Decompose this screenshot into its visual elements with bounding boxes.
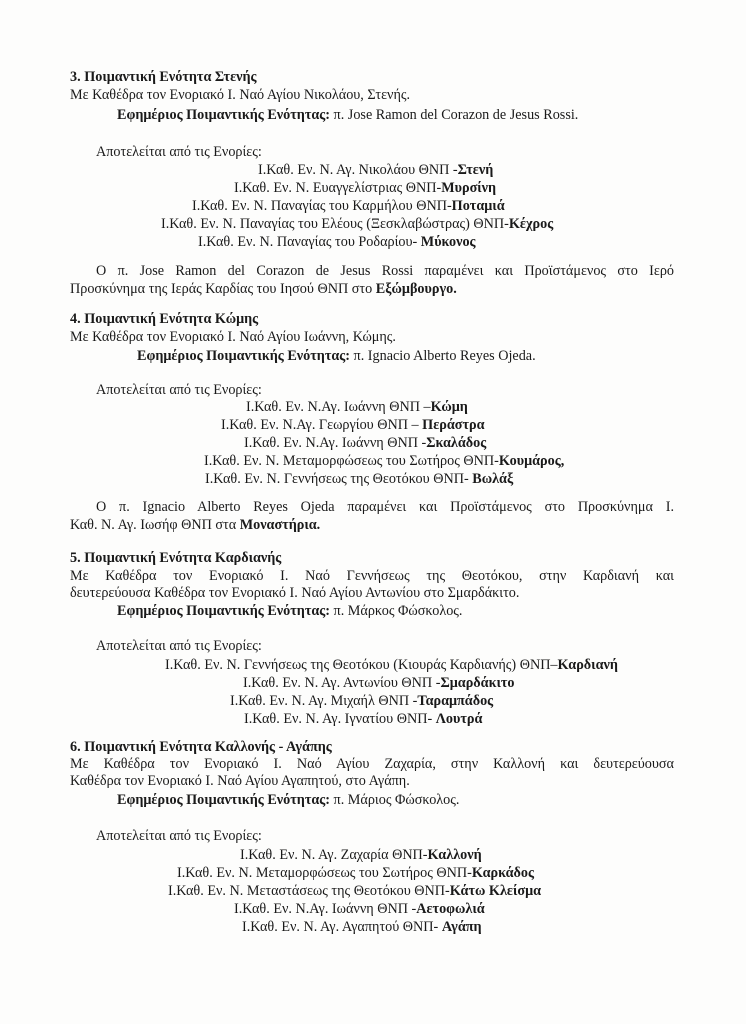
parish-item: Ι.Καθ. Εν. Ν. Αγ. Νικολάου ΘΝΠ -Στενή bbox=[258, 162, 494, 178]
priest-line: Εφημέριος Ποιμαντικής Ενότητας: π. Ignacio Alberto Reyes Ojeda. bbox=[137, 348, 536, 364]
parish-item: Ι.Καθ. Εν. Ν. Παναγίας του Ελέους (Ξεσκλαβώστρας) ΘΝΠ-Κέχρος bbox=[161, 216, 554, 232]
parish-item: Ι.Καθ. Εν. Ν. Μεταμορφώσεως του Σωτήρος ΘΝΠ-Κουμάρος, bbox=[204, 453, 565, 469]
priest-line: Εφημέριος Ποιμαντικής Ενότητας: π. Jose Ramon del Corazon de Jesus Rossi. bbox=[117, 107, 579, 123]
note-text: Προσκύνημα της Ιεράς Καρδίας του Ιησού ΘΝΠ στο Εξώμβουργο. bbox=[70, 281, 457, 297]
parish-item: Ι.Καθ. Εν. Ν. Αγ. Ιγνατίου ΘΝΠ- Λουτρά bbox=[244, 711, 483, 727]
parishes-intro: Αποτελείται από τις Ενορίες: bbox=[96, 382, 262, 398]
section-heading: 4. Ποιμαντική Ενότητα Κώμης bbox=[70, 311, 259, 327]
parish-item: Ι.Καθ. Εν. Ν.Αγ. Γεωργίου ΘΝΠ – Περάστρα bbox=[221, 417, 485, 433]
parish-item: Ι.Καθ. Εν. Ν. Γεννήσεως της Θεοτόκου ΘΝΠ- Βωλάξ bbox=[205, 471, 514, 487]
parish-item: Ι.Καθ. Εν. Ν. Αγ. Ζαχαρία ΘΝΠ-Καλλονή bbox=[240, 847, 482, 863]
note-text: Ο π. Ignacio Alberto Reyes Ojeda παραμένει και Προϊστάμενος στο Προσκύνημα Ι. bbox=[96, 499, 674, 515]
parish-item: Ι.Καθ. Εν. Ν. Αγ. Αντωνίου ΘΝΠ -Σμαρδάκιτο bbox=[243, 675, 515, 691]
parish-item: Ι.Καθ. Εν. Ν.Αγ. Ιωάννη ΘΝΠ -Σκαλάδος bbox=[244, 435, 487, 451]
section-heading: 6. Ποιμαντική Ενότητα Καλλονής - Αγάπης bbox=[70, 739, 332, 755]
parish-item: Ι.Καθ. Εν. Ν. Αγ. Μιχαήλ ΘΝΠ -Ταραμπάδος bbox=[230, 693, 494, 709]
parishes-intro: Αποτελείται από τις Ενορίες: bbox=[96, 638, 262, 654]
priest-line: Εφημέριος Ποιμαντικής Ενότητας: π. Μάριος Φώσκολος. bbox=[117, 792, 460, 808]
cathedral-seat: Με Καθέδρα τον Ενοριακό Ι. Ναό Γεννήσεως της Θεοτόκου, στην Καρδιανή και bbox=[70, 568, 674, 584]
parish-item: Ι.Καθ. Εν. Ν. Παναγίας του Ροδαρίου- Μύκονος bbox=[198, 234, 476, 250]
priest-line: Εφημέριος Ποιμαντικής Ενότητας: π. Μάρκος Φώσκολος. bbox=[117, 603, 463, 619]
cathedral-seat: δευτερεύουσα Καθέδρα τον Ενοριακό Ι. Ναό Αγίου Αντωνίου στο Σμαρδάκιτο. bbox=[70, 585, 520, 601]
parishes-intro: Αποτελείται από τις Ενορίες: bbox=[96, 828, 262, 844]
cathedral-seat: Με Καθέδρα τον Ενοριακό Ι. Ναό Αγίου Ιωάννη, Κώμης. bbox=[70, 329, 396, 345]
section-heading: 3. Ποιμαντική Ενότητα Στενής bbox=[70, 69, 257, 85]
parish-item: Ι.Καθ. Εν. Ν. Παναγίας του Καρμήλου ΘΝΠ-Ποταμιά bbox=[192, 198, 505, 214]
parish-item: Ι.Καθ. Εν. Ν.Αγ. Ιωάννη ΘΝΠ –Κώμη bbox=[246, 399, 468, 415]
parishes-intro: Αποτελείται από τις Ενορίες: bbox=[96, 144, 262, 160]
cathedral-seat: Με Καθέδρα τον Ενοριακό Ι. Ναό Αγίου Νικολάου, Στενής. bbox=[70, 87, 411, 103]
note-text: Ο π. Jose Ramon del Corazon de Jesus Rossi παραμένει και Προϊστάμενος στο Ιερό bbox=[96, 263, 674, 279]
parish-item: Ι.Καθ. Εν. Ν.Αγ. Ιωάννη ΘΝΠ -Αετοφωλιά bbox=[234, 901, 485, 917]
cathedral-seat: Καθέδρα τον Ενοριακό Ι. Ναό Αγίου Αγαπητού, στο Αγάπη. bbox=[70, 773, 410, 789]
parish-item: Ι.Καθ. Εν. Ν. Ευαγγελίστριας ΘΝΠ-Μυρσίνη bbox=[234, 180, 497, 196]
parish-item: Ι.Καθ. Εν. Ν. Μεταστάσεως της Θεοτόκου ΘΝΠ-Κάτω Κλείσμα bbox=[168, 883, 542, 899]
section-heading: 5. Ποιμαντική Ενότητα Καρδιανής bbox=[70, 550, 282, 566]
cathedral-seat: Με Καθέδρα τον Ενοριακό Ι. Ναό Αγίου Ζαχαρία, στην Καλλονή και δευτερεύουσα bbox=[70, 756, 674, 772]
parish-item: Ι.Καθ. Εν. Ν. Γεννήσεως της Θεοτόκου (Κιουράς Καρδιανής) ΘΝΠ–Καρδιανή bbox=[165, 657, 618, 673]
parish-item: Ι.Καθ. Εν. Ν. Αγ. Αγαπητού ΘΝΠ- Αγάπη bbox=[242, 919, 482, 935]
parish-item: Ι.Καθ. Εν. Ν. Μεταμορφώσεως του Σωτήρος ΘΝΠ-Καρκάδος bbox=[177, 865, 534, 881]
note-text: Καθ. Ν. Αγ. Ιωσήφ ΘΝΠ στα Μοναστήρια. bbox=[70, 517, 321, 533]
